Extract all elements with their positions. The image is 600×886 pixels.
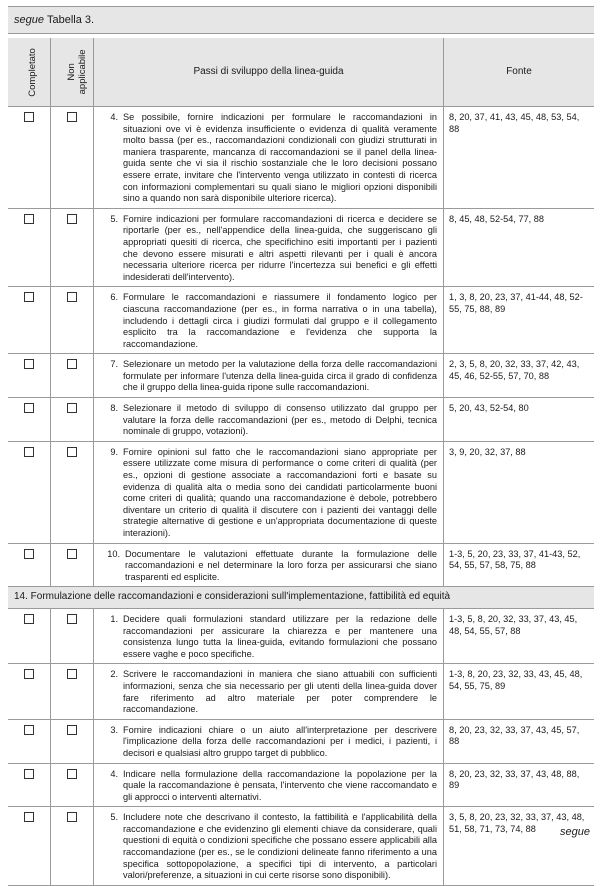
step-cell — [94, 608, 444, 663]
completed-cell — [8, 398, 51, 442]
completed-checkbox[interactable] — [24, 112, 34, 122]
completed-cell — [8, 287, 51, 354]
step-number: 6. — [110, 292, 118, 303]
sources-cell: 2, 3, 5, 8, 20, 32, 33, 37, 42, 43, 45, 46, 52-55, 57, 70, 88 — [444, 354, 595, 398]
step-cell — [94, 763, 444, 807]
sources-cell: 1, 3, 8, 20, 23, 37, 41-44, 48, 52-55, 75, 88, 89 — [444, 287, 595, 354]
step-text: Documentare le valutazioni effettuate durante la formulazione delle raccomandazioni e nel determinare la loro forza per assicurarsi che siano trasparenti ed esplicite. — [125, 548, 437, 582]
not-applicable-checkbox[interactable] — [67, 812, 77, 822]
not-applicable-checkbox[interactable] — [67, 725, 77, 735]
sources-cell: 8, 20, 23, 32, 33, 37, 43, 45, 57, 88 — [444, 719, 595, 763]
not-applicable-checkbox[interactable] — [67, 214, 77, 224]
table-row — [8, 543, 594, 587]
completed-cell — [8, 543, 51, 587]
header-not-applicable: Non applicabile — [51, 38, 94, 107]
table-row — [8, 441, 594, 543]
table-row — [8, 719, 594, 763]
completed-checkbox[interactable] — [24, 769, 34, 779]
not-applicable-checkbox[interactable] — [67, 669, 77, 679]
completed-cell — [8, 354, 51, 398]
completed-cell — [8, 441, 51, 543]
step-cell — [94, 398, 444, 442]
not-applicable-cell — [51, 763, 94, 807]
step-number: 3. — [110, 724, 118, 735]
not-applicable-cell — [51, 107, 94, 209]
sources-cell: 3, 5, 8, 20, 23, 32, 33, 37, 43, 48, 51, 58, 71, 73, 74, 88 — [444, 807, 595, 886]
step-cell — [94, 543, 444, 587]
step-cell — [94, 664, 444, 719]
header-sources: Fonte — [444, 38, 595, 107]
caption-title: Tabella 3. — [46, 14, 95, 26]
step-text: Fornire indicazioni chiare o un aiuto all'interpretazione per descrivere l'implicazione della forza delle raccomandazioni per i medici, i pazienti, i decisori e qualsiasi altro gruppo target di pubblico. — [123, 724, 437, 758]
sources-cell: 1-3, 8, 20, 23, 32, 33, 43, 45, 48, 54, 55, 75, 89 — [444, 664, 595, 719]
not-applicable-cell — [51, 664, 94, 719]
step-cell — [94, 807, 444, 886]
completed-cell — [8, 107, 51, 209]
sources-cell: 1-3, 5, 20, 23, 33, 37, 41-43, 52, 54, 55, 57, 58, 75, 88 — [444, 543, 595, 587]
not-applicable-checkbox[interactable] — [67, 359, 77, 369]
header-completed: Completato — [8, 38, 51, 107]
table-header-row — [8, 38, 594, 107]
sources-cell: 8, 45, 48, 52-54, 77, 88 — [444, 208, 595, 287]
step-text: Selezionare un metodo per la valutazione della forza delle raccomandazioni formulate per informare l'utenza della linea-guida circa il grado di confidenza che il gruppo della linea-guida ripone sulle raccomandazioni. — [123, 359, 437, 393]
not-applicable-checkbox[interactable] — [67, 614, 77, 624]
completed-checkbox[interactable] — [24, 725, 34, 735]
table-row — [8, 354, 594, 398]
completed-checkbox[interactable] — [24, 403, 34, 413]
completed-checkbox[interactable] — [24, 549, 34, 559]
step-text: Indicare nella formulazione della raccomandazione la popolazione per la quale la raccomandazione è pensata, l'intervento che viene raccomandato e gli approcci o interventi alternativi. — [123, 768, 437, 802]
sources-cell: 8, 20, 37, 41, 43, 45, 48, 53, 54, 88 — [444, 107, 595, 209]
not-applicable-cell — [51, 354, 94, 398]
completed-cell — [8, 763, 51, 807]
not-applicable-checkbox[interactable] — [67, 292, 77, 302]
step-cell — [94, 719, 444, 763]
completed-checkbox[interactable] — [24, 359, 34, 369]
step-number: 8. — [110, 403, 118, 414]
header-steps: Passi di sviluppo della linea-guida — [94, 38, 444, 107]
caption-continued: segue — [14, 14, 44, 26]
step-cell — [94, 354, 444, 398]
completed-cell — [8, 208, 51, 287]
table-caption — [8, 6, 594, 34]
not-applicable-cell — [51, 287, 94, 354]
not-applicable-checkbox[interactable] — [67, 112, 77, 122]
completed-checkbox[interactable] — [24, 292, 34, 302]
sources-cell: 3, 9, 20, 32, 37, 88 — [444, 441, 595, 543]
step-number: 1. — [110, 613, 118, 624]
table-row — [8, 807, 594, 886]
step-number: 9. — [110, 446, 118, 457]
sources-cell: 8, 20, 23, 32, 33, 37, 43, 48, 88, 89 — [444, 763, 595, 807]
completed-checkbox[interactable] — [24, 669, 34, 679]
sources-cell: 5, 20, 43, 52-54, 80 — [444, 398, 595, 442]
not-applicable-checkbox[interactable] — [67, 403, 77, 413]
step-cell — [94, 287, 444, 354]
completed-checkbox[interactable] — [24, 812, 34, 822]
table-row — [8, 664, 594, 719]
step-number: 2. — [110, 669, 118, 680]
table-row — [8, 107, 594, 209]
not-applicable-checkbox[interactable] — [67, 769, 77, 779]
checklist-table — [8, 38, 594, 886]
not-applicable-cell — [51, 543, 94, 587]
completed-checkbox[interactable] — [24, 214, 34, 224]
step-cell — [94, 441, 444, 543]
not-applicable-cell — [51, 608, 94, 663]
not-applicable-cell — [51, 208, 94, 287]
step-number: 5. — [110, 812, 118, 823]
section-row — [8, 587, 594, 609]
completed-cell — [8, 807, 51, 886]
step-text: Scrivere le raccomandazioni in maniera che siano attuabili con sufficienti informazioni, senza che sia necessario per gli utenti della linea-guida dover fare riferimento ad altro materiale per poter comprendere le raccomandazione. — [123, 669, 437, 715]
step-text: Includere note che descrivano il contesto, la fattibilità e l'applicabilità della raccomandazione e che evidenzino gli elementi chiave da considerare, quali questioni di equità o condizioni specifiche che possano essere applicabili alla raccomandazione (per es., se le condizioni delineate fanno riferimento a una specifica sottopopolazione, a specifici tipi di intervento, a particolari valori/preferenze, a situazioni in cui certe risorse sono disponibili). — [123, 812, 437, 881]
step-text: Decidere quali formulazioni standard utilizzare per la redazione delle raccomandazioni per assicurare la chiarezza e per mantenere una consistenza lungo tutta la linea-guida, evitando formulazioni che possano essere vaghe e poco specifiche. — [123, 613, 437, 659]
completed-checkbox[interactable] — [24, 614, 34, 624]
not-applicable-cell — [51, 398, 94, 442]
table-row — [8, 608, 594, 663]
table-row — [8, 763, 594, 807]
step-text: Formulare le raccomandazioni e riassumere il fondamento logico per ciascuna raccomandazione (per es., in forma narrativa o in una tabella), includendo i dettagli circa i giudizi formulati dal gruppo e il collegamento esplicito tra la raccomandazione e l'evidenza che supporta la raccomandazione. — [123, 292, 437, 349]
step-cell — [94, 208, 444, 287]
step-text: Fornire indicazioni per formulare raccomandazioni di ricerca e decidere se riportarle (per es., nell'appendice della linea-guida, che suggeriscano gli appropriati quesiti di ricerca, che specifichino esiti importanti per i pazienti che devono essere misurati e altri aspetti rilevanti per i quali è ancora necessaria ulteriore ricerca per ridurre l'incertezza sui benefici e gli effetti indesiderati dell'intervento). — [123, 213, 437, 282]
sources-cell: 1-3, 5, 8, 20, 32, 33, 37, 43, 45, 48, 54, 55, 57, 88 — [444, 608, 595, 663]
table-row — [8, 287, 594, 354]
table-row — [8, 398, 594, 442]
not-applicable-cell — [51, 441, 94, 543]
step-cell — [94, 107, 444, 209]
step-text: Se possibile, fornire indicazioni per formulare le raccomandazioni in situazioni ove vi è evidenza insufficiente o evidenza di qualità veramente molto bassa (per es., raccomandazioni condizionali con giudizi strutturati in maniera trasparente, mancanza di raccomandazioni se il panel della linea-guida sente che vi sia il rischio sostanziale che le loro decisioni possano essere errate, invitare che l'intervento venga utilizzato in contesti di ricerca con informazioni complementari su quali siano le migliori opzioni disponibili sino a quando non sarà disponibile ulteriore ricerca). — [123, 112, 437, 204]
step-text: Fornire opinioni sul fatto che le raccomandazioni siano appropriate per essere utilizzate come misura di performance o come criteri di qualità (per es., opzioni di gestione associate a raccomandazioni forti e basate su evidenza di qualità alta o media sono dei candidati particolarmente buoni come criteri di qualità; quando una raccomandazione è debole, potrebbero diventare un criterio di qualità il discutere con i pazienti dei vantaggi delle strategie alternative di gestione e un'appropriata documentazione di queste interazioni). — [123, 446, 437, 538]
step-number: 10. — [107, 548, 120, 559]
step-number: 7. — [110, 359, 118, 370]
step-number: 4. — [110, 112, 118, 122]
completed-cell — [8, 664, 51, 719]
not-applicable-checkbox[interactable] — [67, 447, 77, 457]
completed-cell — [8, 719, 51, 763]
step-number: 4. — [110, 768, 118, 779]
not-applicable-cell — [51, 807, 94, 886]
section-title: 14. Formulazione delle raccomandazioni e considerazioni sull'implementazione, fattibilità ed equità — [8, 587, 594, 609]
completed-cell — [8, 608, 51, 663]
continued-footer: segue — [560, 826, 590, 838]
completed-checkbox[interactable] — [24, 447, 34, 457]
not-applicable-cell — [51, 719, 94, 763]
step-text: Selezionare il metodo di sviluppo di consenso utilizzato dal gruppo per valutare la forza delle raccomandazioni (per es., metodo di Delphi, tecnica nominale di gruppo, votazioni). — [123, 403, 437, 437]
table-row — [8, 208, 594, 287]
not-applicable-checkbox[interactable] — [67, 549, 77, 559]
step-number: 5. — [110, 213, 118, 224]
